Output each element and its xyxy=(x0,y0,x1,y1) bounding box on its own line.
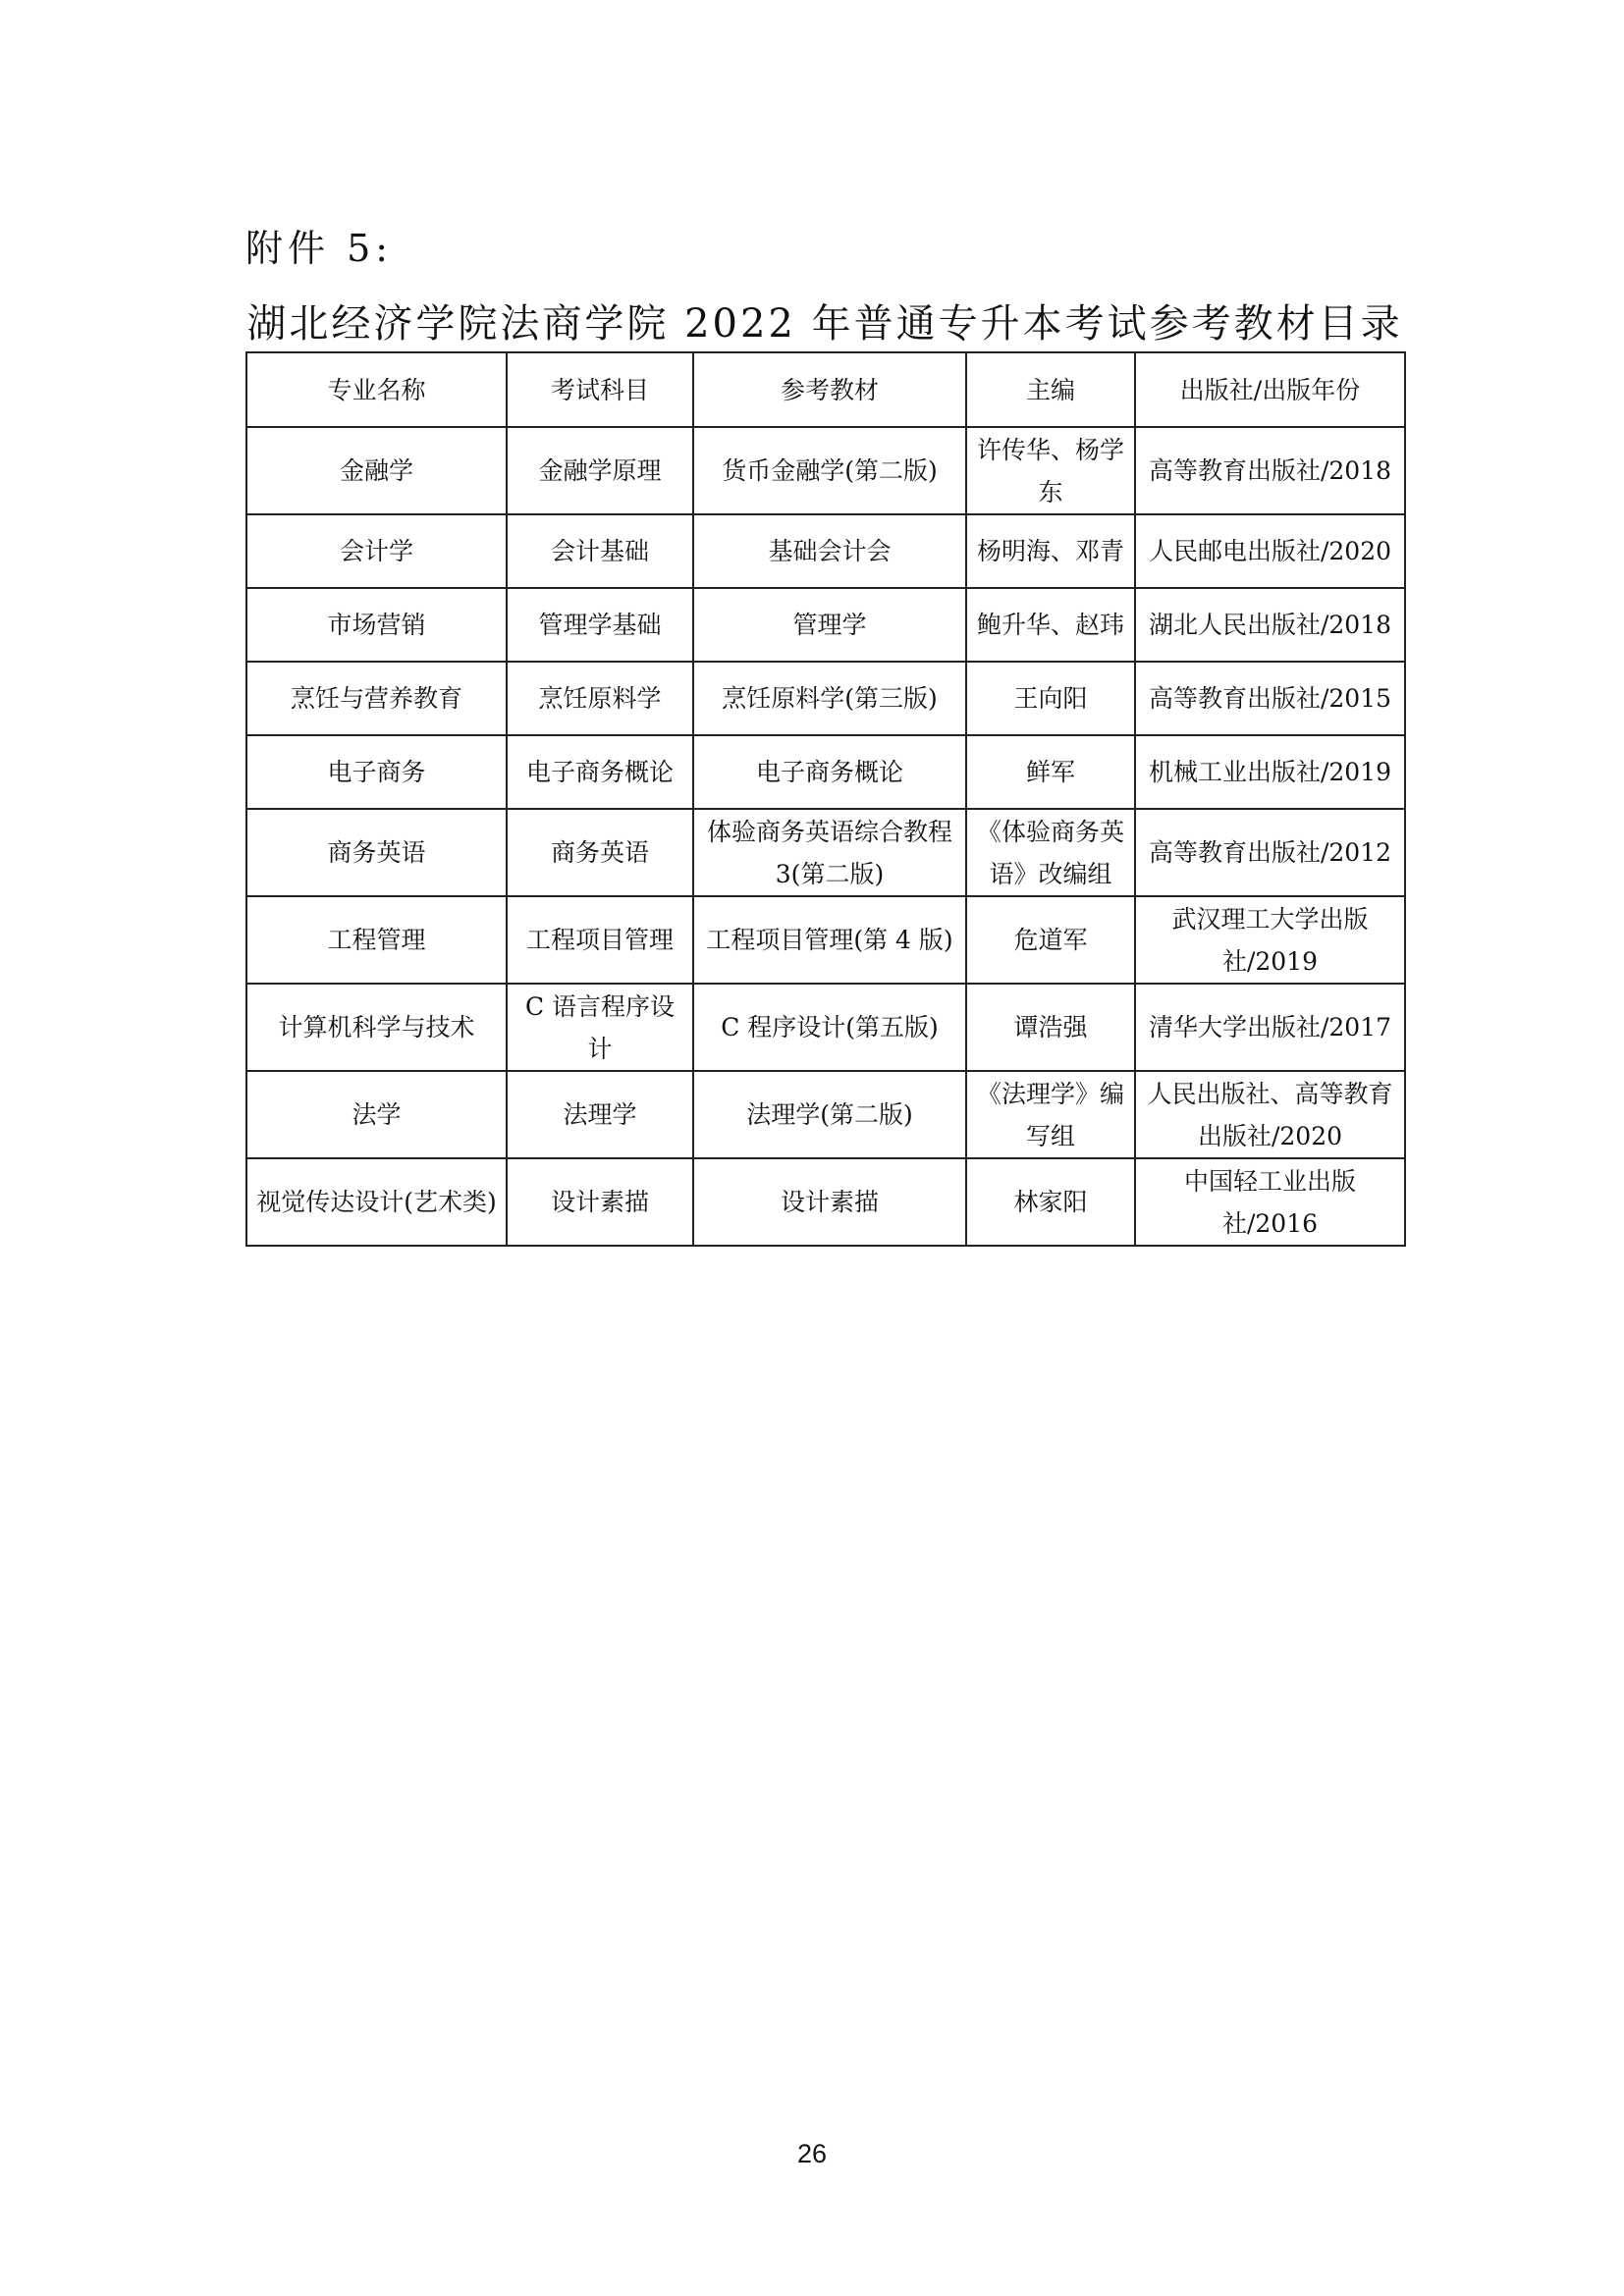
cell-text: 湖北人民出版社/2018 xyxy=(1148,611,1392,639)
cell-text: 会计学 xyxy=(339,537,413,565)
cell-publisher xyxy=(1135,514,1405,588)
cell-text: 体验商务英语综合教程 3(第二版) xyxy=(706,817,952,888)
cell-text: 法学 xyxy=(352,1100,402,1129)
cell-textbook xyxy=(693,896,966,984)
cell-text: 商务英语 xyxy=(327,838,426,867)
cell-text: 武汉理工大学出版社/2019 xyxy=(1171,904,1369,976)
cell-text: 视觉传达设计(艺术类) xyxy=(256,1188,497,1216)
column-header-textbook xyxy=(693,352,966,427)
table-row xyxy=(246,896,1405,984)
cell-text: 商务英语 xyxy=(550,838,649,867)
header-label: 出版社/出版年份 xyxy=(1179,375,1361,404)
textbook-catalog-table xyxy=(245,351,1406,1247)
cell-text: 王向阳 xyxy=(1013,684,1088,713)
cell-publisher xyxy=(1135,427,1405,514)
cell-text: 烹饪与营养教育 xyxy=(290,684,462,713)
cell-major xyxy=(246,809,507,896)
cell-textbook xyxy=(693,588,966,662)
cell-publisher xyxy=(1135,735,1405,809)
cell-textbook xyxy=(693,427,966,514)
cell-textbook xyxy=(693,1158,966,1246)
cell-text: 法理学(第二版) xyxy=(746,1100,913,1129)
cell-text: 林家阳 xyxy=(1013,1188,1088,1216)
column-header-major xyxy=(246,352,507,427)
cell-text: 许传华、杨学东 xyxy=(976,435,1124,507)
cell-subject xyxy=(507,809,693,896)
cell-subject xyxy=(507,514,693,588)
cell-text: 高等教育出版社/2012 xyxy=(1148,838,1392,867)
cell-text: 中国轻工业出版社/2016 xyxy=(1183,1166,1356,1238)
cell-text: 金融学 xyxy=(339,456,413,485)
cell-editor xyxy=(966,427,1135,514)
cell-text: 鲍升华、赵玮 xyxy=(976,611,1124,639)
cell-text: 电子商务 xyxy=(327,758,426,786)
cell-textbook xyxy=(693,514,966,588)
cell-subject xyxy=(507,735,693,809)
cell-text: 工程管理 xyxy=(327,926,426,954)
cell-text: 人民出版社、高等教育出版社/2020 xyxy=(1147,1079,1393,1150)
cell-subject xyxy=(507,896,693,984)
cell-text: 计算机科学与技术 xyxy=(278,1013,475,1041)
cell-subject xyxy=(507,984,693,1071)
page-title: 湖北经济学院法商学院 2022 年普通专升本考试参考教材目录 xyxy=(246,301,1403,347)
cell-text: 人民邮电出版社/2020 xyxy=(1148,537,1392,565)
table-row xyxy=(246,809,1405,896)
table-row xyxy=(246,588,1405,662)
page-number: 26 xyxy=(796,2139,828,2168)
cell-text: 鲜军 xyxy=(1025,758,1075,786)
cell-text: 市场营销 xyxy=(327,611,426,639)
cell-major xyxy=(246,588,507,662)
header-label: 主编 xyxy=(1025,375,1075,404)
cell-major xyxy=(246,1158,507,1246)
cell-major xyxy=(246,514,507,588)
table-header-row xyxy=(246,352,1405,427)
cell-text: 清华大学出版社/2017 xyxy=(1148,1013,1392,1041)
cell-major xyxy=(246,427,507,514)
table-row xyxy=(246,984,1405,1071)
cell-text: 管理学基础 xyxy=(538,611,662,639)
cell-publisher xyxy=(1135,896,1405,984)
cell-text: 谭浩强 xyxy=(1013,1013,1088,1041)
cell-text: 烹饪原料学 xyxy=(538,684,662,713)
cell-textbook xyxy=(693,1071,966,1158)
cell-subject xyxy=(507,1071,693,1158)
cell-subject xyxy=(507,588,693,662)
cell-text: 高等教育出版社/2018 xyxy=(1148,456,1392,485)
cell-editor xyxy=(966,809,1135,896)
cell-publisher xyxy=(1135,1158,1405,1246)
cell-textbook xyxy=(693,809,966,896)
cell-subject xyxy=(507,662,693,735)
header-label: 考试科目 xyxy=(550,375,649,404)
cell-editor xyxy=(966,1071,1135,1158)
cell-text: 管理学 xyxy=(792,611,867,639)
cell-text: 金融学原理 xyxy=(538,456,662,485)
cell-text: 设计素描 xyxy=(780,1188,879,1216)
cell-textbook xyxy=(693,662,966,735)
column-header-editor xyxy=(966,352,1135,427)
cell-text: 设计素描 xyxy=(550,1188,649,1216)
cell-publisher xyxy=(1135,588,1405,662)
cell-publisher xyxy=(1135,809,1405,896)
cell-publisher xyxy=(1135,1071,1405,1158)
cell-subject xyxy=(507,427,693,514)
column-header-subject xyxy=(507,352,693,427)
cell-editor xyxy=(966,662,1135,735)
cell-major xyxy=(246,1071,507,1158)
cell-major xyxy=(246,735,507,809)
header-label: 专业名称 xyxy=(327,375,426,404)
cell-text: 法理学 xyxy=(563,1100,637,1129)
table-row xyxy=(246,1071,1405,1158)
cell-editor xyxy=(966,735,1135,809)
cell-editor xyxy=(966,588,1135,662)
cell-text: 《法理学》编写组 xyxy=(976,1079,1124,1150)
cell-text: 机械工业出版社/2019 xyxy=(1148,758,1392,786)
cell-major xyxy=(246,896,507,984)
cell-text: 危道军 xyxy=(1013,926,1088,954)
cell-subject xyxy=(507,1158,693,1246)
cell-textbook xyxy=(693,735,966,809)
cell-text: 电子商务概论 xyxy=(525,758,674,786)
cell-major xyxy=(246,662,507,735)
cell-textbook xyxy=(693,984,966,1071)
table-row xyxy=(246,514,1405,588)
cell-text: C 程序设计(第五版) xyxy=(721,1013,939,1041)
cell-major xyxy=(246,984,507,1071)
cell-text: 电子商务概论 xyxy=(755,758,903,786)
cell-text: 货币金融学(第二版) xyxy=(722,456,938,485)
table-row xyxy=(246,735,1405,809)
cell-text: 杨明海、邓青 xyxy=(976,537,1124,565)
column-header-publisher xyxy=(1135,352,1405,427)
table-row xyxy=(246,427,1405,514)
cell-text: 会计基础 xyxy=(550,537,649,565)
cell-text: 基础会计会 xyxy=(768,537,892,565)
cell-text: 工程项目管理 xyxy=(525,926,674,954)
cell-text: 高等教育出版社/2015 xyxy=(1148,684,1392,713)
cell-text: C 语言程序设计 xyxy=(524,991,676,1063)
table-row xyxy=(246,1158,1405,1246)
cell-text: 烹饪原料学(第三版) xyxy=(722,684,938,713)
cell-editor xyxy=(966,514,1135,588)
table-row xyxy=(246,662,1405,735)
cell-editor xyxy=(966,984,1135,1071)
cell-publisher xyxy=(1135,984,1405,1071)
cell-editor xyxy=(966,896,1135,984)
cell-publisher xyxy=(1135,662,1405,735)
cell-text: 工程项目管理(第 4 版) xyxy=(706,926,953,954)
cell-editor xyxy=(966,1158,1135,1246)
header-label: 参考教材 xyxy=(780,375,879,404)
attachment-label: 附件 5: xyxy=(245,227,394,270)
cell-text: 《体验商务英语》改编组 xyxy=(976,817,1124,888)
